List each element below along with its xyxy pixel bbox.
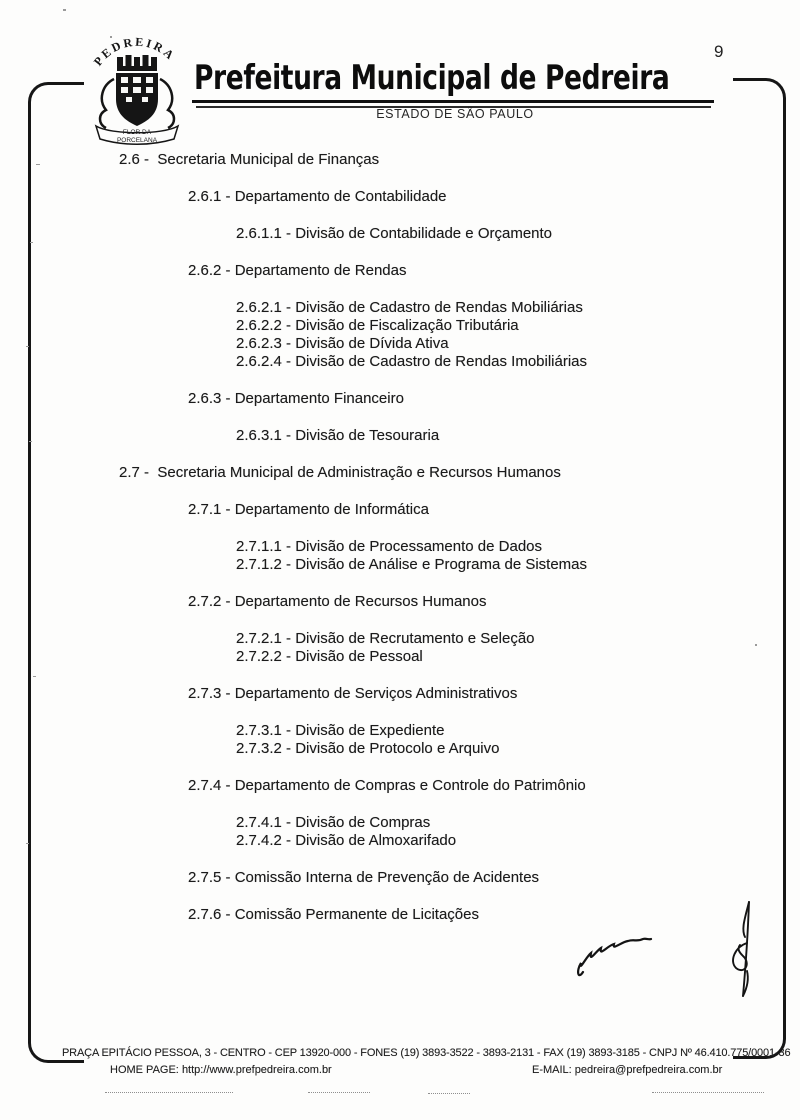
outline-item: 2.7.2.2 - Divisão de Pessoal <box>236 648 423 665</box>
signature-initials-left <box>573 926 657 982</box>
outline-item: 2.7.6 - Comissão Permanente de Licitações <box>188 906 479 923</box>
scan-artifact <box>33 676 36 677</box>
scan-artifact <box>36 164 40 165</box>
crest-motto-line2: PORCELANA <box>116 137 158 144</box>
document-subtitle: ESTADO DE SÃO PAULO <box>376 107 534 121</box>
letterhead <box>194 58 716 121</box>
crest-crown-icon <box>117 55 157 71</box>
footer-address: PRAÇA EPITÁCIO PESSOA, 3 - CENTRO - CEP 13920-000 - FONES (19) 3893-3522 - 3893-2131 - FAX (19) 3893-3185 - CNPJ Nº 46.410.775/0001-36 <box>62 1047 791 1059</box>
outline-item: 2.6.2 - Departamento de Rendas <box>188 262 407 279</box>
outline-item: 2.7.2.1 - Divisão de Recrutamento e Seleção <box>236 630 535 647</box>
email-address: pedreira@prefpedreira.com.br <box>574 1064 723 1076</box>
coat-of-arms-icon <box>82 30 192 150</box>
outline-item: 2.7.4 - Departamento de Compras e Controle do Patrimônio <box>188 777 586 794</box>
scan-artifact <box>26 843 29 844</box>
outline-item: 2.7.3.2 - Divisão de Protocolo e Arquivo <box>236 740 500 757</box>
scan-artifact <box>755 644 757 646</box>
scan-artifact <box>110 36 112 38</box>
email-label: E-MAIL: <box>532 1064 572 1076</box>
homepage-url: http://www.prefpedreira.com.br <box>181 1064 332 1076</box>
outline-item: 2.7.1.2 - Divisão de Análise e Programa de Sistemas <box>236 556 588 573</box>
outline-item: 2.6.1.1 - Divisão de Contabilidade e Orçamento <box>236 225 553 242</box>
scan-artifact <box>30 242 33 243</box>
outline-item: 2.7.1 - Departamento de Informática <box>188 501 429 518</box>
scan-artifact <box>29 441 32 442</box>
scan-artifact <box>26 346 29 347</box>
outline-item: 2.7.4.1 - Divisão de Compras <box>236 814 431 831</box>
crest-motto-line1: FLOR DA <box>122 129 152 136</box>
outline-item: 2.6.1 - Departamento de Contabilidade <box>188 188 447 205</box>
outline-item: 2.7.5 - Comissão Interna de Prevenção de Acidentes <box>188 869 540 886</box>
outline-item: 2.6.3.1 - Divisão de Tesouraria <box>236 427 440 444</box>
footer-homepage <box>110 1064 332 1076</box>
org-structure-list <box>0 151 800 924</box>
outline-item: 2.6.2.3 - Divisão de Dívida Ativa <box>236 335 449 352</box>
signature-initials-right <box>720 898 764 1002</box>
crest-right-branch <box>160 79 174 128</box>
crest-top-text: PEDREIRA <box>90 34 179 69</box>
outline-item: 2.7 - Secretaria Municipal de Administração e Recursos Humanos <box>119 464 561 481</box>
scan-artifact-dotted-line <box>105 1092 233 1093</box>
outline-item: 2.7.2 - Departamento de Recursos Humanos <box>188 593 487 610</box>
outline-item: 2.7.4.2 - Divisão de Almoxarifado <box>236 832 457 849</box>
outline-item: 2.6.2.4 - Divisão de Cadastro de Rendas Imobiliárias <box>236 353 588 370</box>
scan-artifact-dotted-line <box>428 1093 470 1094</box>
title-underline <box>192 100 714 103</box>
outline-item: 2.7.3 - Departamento de Serviços Administrativos <box>188 685 518 702</box>
outline-item: 2.6.2.1 - Divisão de Cadastro de Rendas Mobiliárias <box>236 299 583 316</box>
outline-item: 2.6 - Secretaria Municipal de Finanças <box>119 151 380 168</box>
scan-artifact-dotted-line <box>652 1092 764 1093</box>
outline-item: 2.6.2.2 - Divisão de Fiscalização Tributária <box>236 317 519 334</box>
footer-email <box>532 1064 722 1076</box>
crest-left-branch <box>100 79 114 128</box>
outline-item: 2.6.3 - Departamento Financeiro <box>188 390 404 407</box>
outline-item: 2.7.1.1 - Divisão de Processamento de Dados <box>236 538 542 555</box>
outline-item: 2.7.3.1 - Divisão de Expediente <box>236 722 445 739</box>
document-title: Prefeitura Municipal de Pedreira <box>194 58 670 98</box>
homepage-label: HOME PAGE: <box>110 1064 179 1076</box>
page-number: 9 <box>714 42 724 61</box>
scan-artifact <box>63 9 66 11</box>
scan-artifact-dotted-line <box>308 1092 370 1093</box>
